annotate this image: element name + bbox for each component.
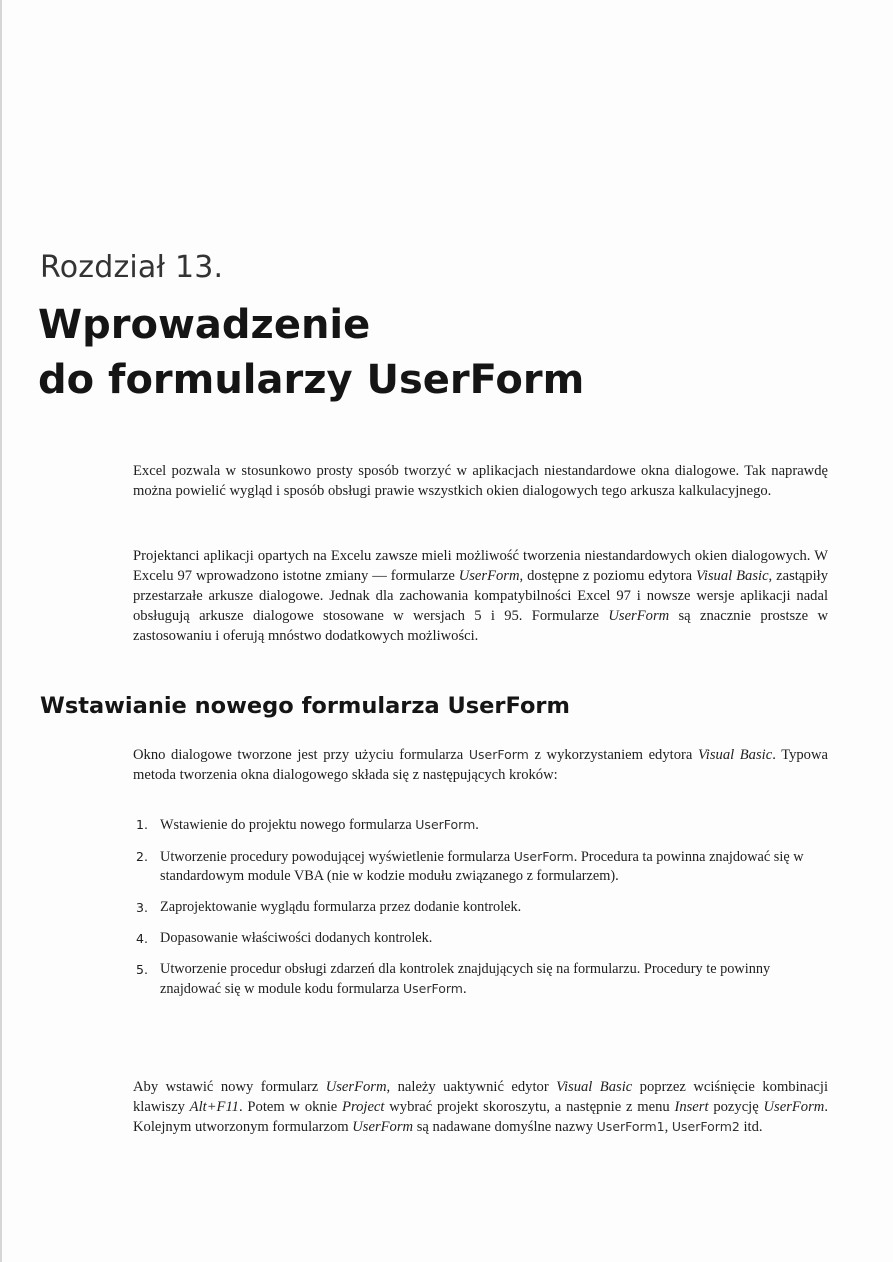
list-item-number: 1. [136,817,148,832]
userform2-code: UserForm2 [671,1119,740,1134]
intro-paragraph-2 [133,546,828,646]
list-item-number: 2. [136,849,148,864]
list-item [133,929,833,948]
text-run: , zastąpiły przestarzałe arkusze dialogowe. Jednak dla zachowania kompatybilności Excel 97 i nowsze wersje aplikacji nadal obsługują arkusze dialogowe stosowane w wersjach 5 i 95. Formularze [133,568,828,624]
text-run: są znacznie prostsze w zastosowaniu i oferują mnóstwo dodatkowych możliwości. [133,608,828,644]
chapter-label: Rozdział 13. [40,250,224,285]
text-run: pozycję [708,1099,764,1115]
text-run: . Typowa metoda tworzenia okna dialogowego składa się z następujących kroków: [133,747,828,783]
text-run: , dostępne z poziomu edytora [519,568,696,584]
text-run: poprzez wciśnięcie kombinacji klawiszy [133,1079,829,1115]
text-run: wybrać projekt skoroszytu, a następnie z menu [384,1099,675,1115]
text-run: Projektanci aplikacji opartych na Excelu zawsze mieli możliwość tworzenia niestandardowych okien dialogowych. W Excelu 97 wprowadzono istotne zmiany — formularze [133,548,828,584]
list-item-number: 3. [136,900,148,915]
list-item-number: 5. [136,962,148,977]
list-item [133,898,833,917]
list-item-number: 4. [136,931,148,946]
chapter-title-line-1: Wprowadzenie [38,302,371,348]
userform-term: UserForm [325,1079,387,1095]
text-run: , należy uaktywnić edytor [386,1079,557,1095]
text-run: są nadawane domyślne nazwy [413,1119,597,1135]
userform-term: UserForm [608,608,670,624]
visual-basic-term: Visual Basic [556,1079,633,1095]
text-run: . Potem w oknie [238,1099,343,1115]
userform-code: UserForm [402,981,463,996]
intro-paragraph-1: Excel pozwala w stosunkowo prosty sposób tworzyć w aplikacjach niestandardowe okna dialogowe. Tak naprawdę można powielić wygląd i sposób obsługi prawie wszystkich okien dialogowych tego arkusza kalkulacyjnego. [133,463,828,499]
keyboard-shortcut: Alt+F11 [189,1099,239,1115]
project-term: Project [342,1099,385,1115]
text-run: . [462,981,467,997]
text-run: Aby wstawić nowy formularz [133,1079,326,1095]
userform-code: UserForm [468,747,529,762]
chapter-title [38,298,858,408]
chapter-title-line-2: do formularzy UserForm [38,357,585,403]
steps-list [133,815,833,1011]
text-run: Utworzenie procedury powodującej wyświetlenie formularza [160,849,514,865]
list-item [133,847,833,886]
userform-term: UserForm [352,1119,414,1135]
insert-menu-term: Insert [674,1099,709,1115]
userform-code: UserForm [415,817,476,832]
text-run: Zaprojektowanie wyglądu formularza przez dodanie kontrolek. [160,899,522,915]
text-run: Dopasowanie właściwości dodanych kontrolek. [160,930,433,946]
text-run: . Kolejnym utworzonym formularzom [133,1099,828,1135]
userform-code: UserForm [513,849,574,864]
list-item [133,815,833,835]
section-paragraph-2 [133,1077,828,1137]
text-run: itd. [739,1119,763,1135]
userform1-code: UserForm1 [596,1119,665,1134]
list-item [133,960,833,999]
page-edge [0,0,2,1262]
userform-term: UserForm [763,1099,825,1115]
section-paragraph-1 [133,745,828,785]
text-run: Wstawienie do projektu nowego formularza [160,817,416,833]
visual-basic-term: Visual Basic [697,747,773,763]
userform-term: UserForm [458,568,520,584]
section-heading: Wstawianie nowego formularza UserForm [40,693,570,719]
text-run: Okno dialogowe tworzone jest przy użyciu formularza [133,747,469,763]
text-run: , [664,1119,672,1135]
text-run: . Procedura ta powinna znajdować się w standardowym module VBA (nie w kodzie modułu związanego z formularzem). [160,849,804,884]
visual-basic-term: Visual Basic [695,568,769,584]
text-run: Utworzenie procedur obsługi zdarzeń dla kontrolek znajdujących się na formularzu. Procedury te powinny znajdować się w module kodu formularza [160,961,771,997]
text-run: z wykorzystaniem edytora [528,747,698,763]
text-run: . [475,817,479,833]
